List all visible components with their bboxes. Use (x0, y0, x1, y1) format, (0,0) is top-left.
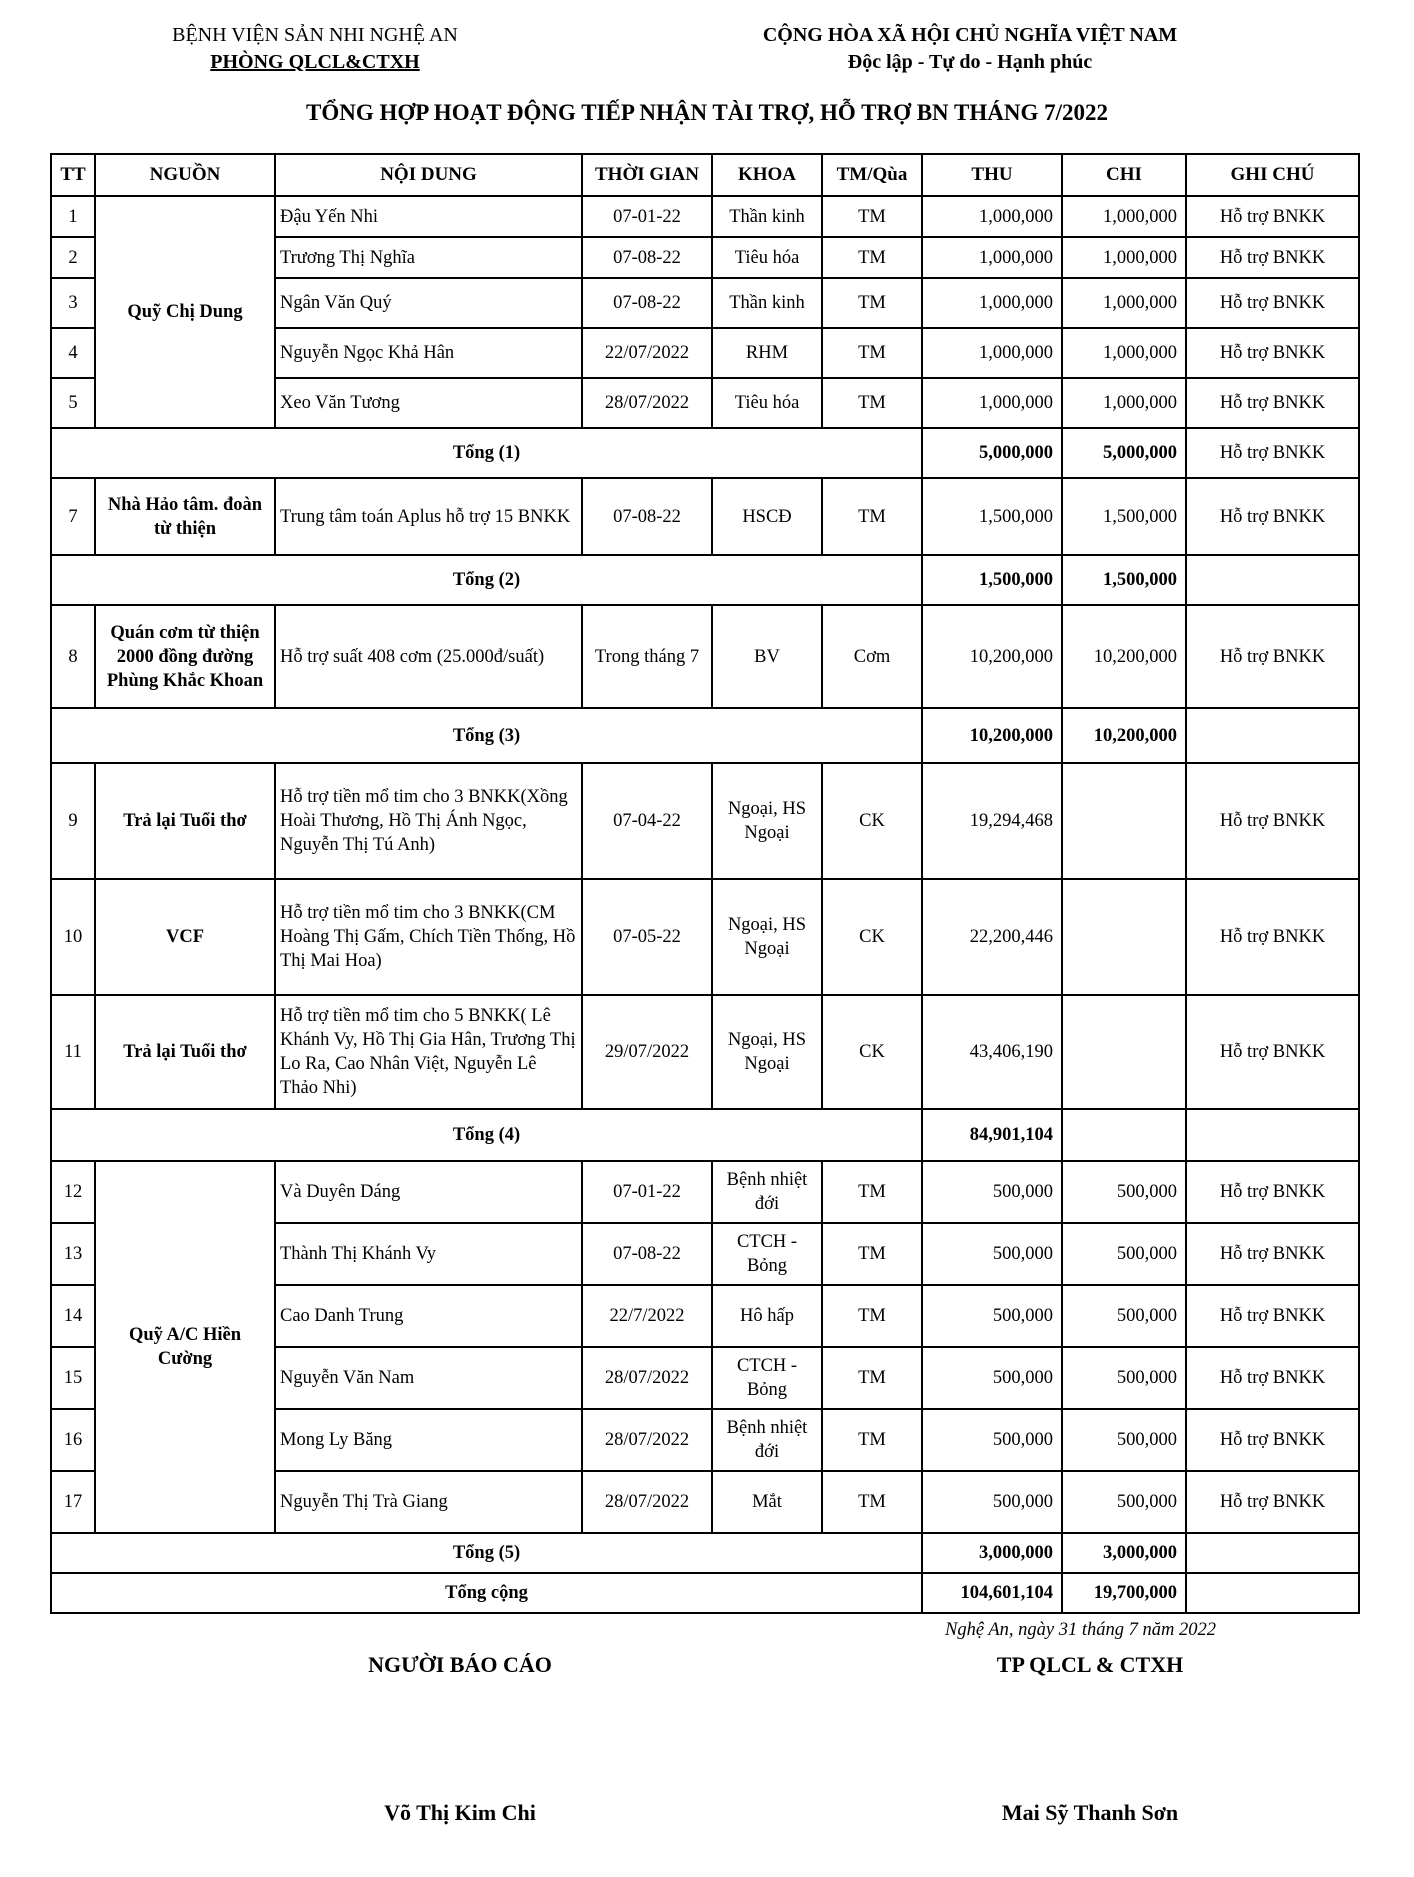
cell-time: 28/07/2022 (582, 1409, 712, 1471)
cell-type: TM (822, 278, 922, 328)
subtotal-label: Tổng (4) (51, 1109, 922, 1161)
cell-thu: 500,000 (922, 1161, 1062, 1223)
cell-time: 22/7/2022 (582, 1285, 712, 1347)
cell-content: Hỗ trợ suất 408 cơm (25.000đ/suất) (275, 605, 582, 708)
cell-tt: 2 (51, 237, 95, 278)
cell-type: CK (822, 763, 922, 879)
col-header-type: TM/Qùa (822, 154, 922, 196)
cell-type: CK (822, 995, 922, 1109)
cell-time: 07-01-22 (582, 196, 712, 237)
cell-content: Và Duyên Dáng (275, 1161, 582, 1223)
cell-dept: Ngoại, HS Ngoại (712, 995, 822, 1109)
reporter-name: Võ Thị Kim Chi (384, 1800, 536, 1825)
cell-dept: CTCH - Bỏng (712, 1223, 822, 1285)
cell-note: Hỗ trợ BNKK (1186, 328, 1359, 378)
cell-content: Trương Thị Nghĩa (275, 237, 582, 278)
cell-thu: 1,000,000 (922, 278, 1062, 328)
header-row (51, 154, 1359, 196)
cell-chi: 500,000 (1062, 1471, 1186, 1533)
cell-content: Trung tâm toán Aplus hỗ trợ 15 BNKK (275, 478, 582, 555)
cell-dept: Hô hấp (712, 1285, 822, 1347)
org-header (150, 22, 480, 76)
cell-note: Hỗ trợ BNKK (1186, 763, 1359, 879)
cell-tt: 5 (51, 378, 95, 428)
cell-type: TM (822, 1285, 922, 1347)
cell-source: Nhà Hảo tâm. đoàn từ thiện (95, 478, 275, 555)
cell-time: 07-04-22 (582, 763, 712, 879)
head-name: Mai Sỹ Thanh Sơn (1001, 1800, 1179, 1825)
department-name: PHÒNG QLCL&CTXH (210, 51, 420, 73)
cell-chi: 500,000 (1062, 1347, 1186, 1409)
cell-tt: 8 (51, 605, 95, 708)
cell-time: 07-05-22 (582, 879, 712, 995)
table-row (51, 478, 1359, 555)
cell-type: TM (822, 1409, 922, 1471)
cell-content: Thành Thị Khánh Vy (275, 1223, 582, 1285)
col-header-source: NGUỒN (95, 154, 275, 196)
subtotal-thu: 10,200,000 (922, 708, 1062, 763)
cell-note: Hỗ trợ BNKK (1186, 1347, 1359, 1409)
subtotal-label: Tổng (5) (51, 1533, 922, 1573)
cell-content: Nguyễn Thị Trà Giang (275, 1471, 582, 1533)
cell-type: TM (822, 1223, 922, 1285)
cell-type: TM (822, 478, 922, 555)
cell-note: Hỗ trợ BNKK (1186, 1471, 1359, 1533)
cell-content: Nguyễn Ngọc Khả Hân (275, 328, 582, 378)
cell-tt: 16 (51, 1409, 95, 1471)
cell-chi: 1,000,000 (1062, 237, 1186, 278)
cell-content: Nguyễn Văn Nam (275, 1347, 582, 1409)
subtotal-note (1186, 555, 1359, 605)
cell-chi: 500,000 (1062, 1285, 1186, 1347)
nation-name: CỘNG HÒA XÃ HỘI CHỦ NGHĨA VIỆT NAM (762, 24, 1178, 46)
cell-dept: Tiêu hóa (712, 378, 822, 428)
cell-thu: 500,000 (922, 1347, 1062, 1409)
cell-time: 28/07/2022 (582, 378, 712, 428)
cell-chi: 1,500,000 (1062, 478, 1186, 555)
cell-note: Hỗ trợ BNKK (1186, 879, 1359, 995)
cell-note: Hỗ trợ BNKK (1186, 478, 1359, 555)
grand-total-thu: 104,601,104 (922, 1573, 1062, 1613)
cell-dept: Thần kinh (712, 196, 822, 237)
document-title: TỔNG HỢP HOẠT ĐỘNG TIẾP NHẬN TÀI TRỢ, HỖ TRỢ BN THÁNG 7/2022 (306, 100, 1108, 125)
cell-tt: 15 (51, 1347, 95, 1409)
cell-type: TM (822, 1347, 922, 1409)
subtotal-note (1186, 1533, 1359, 1573)
table-row (51, 879, 1359, 995)
grand-total-note (1186, 1573, 1359, 1613)
cell-note: Hỗ trợ BNKK (1186, 995, 1359, 1109)
cell-dept: Ngoại, HS Ngoại (712, 879, 822, 995)
cell-chi: 500,000 (1062, 1161, 1186, 1223)
motto: Độc lập - Tự do - Hạnh phúc (847, 51, 1093, 73)
cell-tt: 9 (51, 763, 95, 879)
cell-source: Trả lại Tuổi thơ (95, 763, 275, 879)
cell-thu: 10,200,000 (922, 605, 1062, 708)
col-header-chi: CHI (1062, 154, 1186, 196)
cell-chi: 1,000,000 (1062, 278, 1186, 328)
table-row (51, 605, 1359, 708)
cell-source: Quỹ Chị Dung (95, 196, 275, 428)
subtotal-note (1186, 1109, 1359, 1161)
col-header-tt: TT (51, 154, 95, 196)
cell-content: Cao Danh Trung (275, 1285, 582, 1347)
hospital-name: BỆNH VIỆN SẢN NHI NGHỆ AN (172, 24, 458, 46)
cell-note: Hỗ trợ BNKK (1186, 196, 1359, 237)
table-row (51, 995, 1359, 1109)
sponsorship-table (50, 153, 1360, 1614)
cell-tt: 3 (51, 278, 95, 328)
cell-time: Trong tháng 7 (582, 605, 712, 708)
col-header-dept: KHOA (712, 154, 822, 196)
cell-type: TM (822, 237, 922, 278)
cell-type: TM (822, 1161, 922, 1223)
cell-thu: 500,000 (922, 1471, 1062, 1533)
cell-source: Quán cơm từ thiện 2000 đồng đường Phùng Khắc Khoan (95, 605, 275, 708)
cell-source: Trả lại Tuổi thơ (95, 995, 275, 1109)
cell-dept: Tiêu hóa (712, 237, 822, 278)
cell-content: Hỗ trợ tiền mổ tim cho 3 BNKK(Xồng Hoài Thương, Hồ Thị Ánh Ngọc, Nguyễn Thị Tú Anh) (275, 763, 582, 879)
cell-type: Cơm (822, 605, 922, 708)
cell-thu: 1,000,000 (922, 378, 1062, 428)
subtotal-note (1186, 708, 1359, 763)
cell-source: VCF (95, 879, 275, 995)
cell-note: Hỗ trợ BNKK (1186, 1161, 1359, 1223)
table-row (51, 196, 1359, 237)
cell-thu: 43,406,190 (922, 995, 1062, 1109)
subtotal-row (51, 428, 1359, 478)
cell-dept: Mắt (712, 1471, 822, 1533)
cell-chi (1062, 879, 1186, 995)
cell-note: Hỗ trợ BNKK (1186, 605, 1359, 708)
cell-time: 28/07/2022 (582, 1347, 712, 1409)
subtotal-thu: 84,901,104 (922, 1109, 1062, 1161)
cell-thu: 500,000 (922, 1223, 1062, 1285)
cell-note: Hỗ trợ BNKK (1186, 378, 1359, 428)
subtotal-row (51, 555, 1359, 605)
cell-tt: 4 (51, 328, 95, 378)
cell-time: 07-08-22 (582, 478, 712, 555)
cell-dept: Bệnh nhiệt đới (712, 1409, 822, 1471)
cell-tt: 17 (51, 1471, 95, 1533)
cell-content: Ngân Văn Quý (275, 278, 582, 328)
col-header-time: THỜI GIAN (582, 154, 712, 196)
cell-chi: 500,000 (1062, 1223, 1186, 1285)
cell-time: 07-08-22 (582, 278, 712, 328)
cell-note: Hỗ trợ BNKK (1186, 237, 1359, 278)
subtotal-chi (1062, 1109, 1186, 1161)
cell-thu: 19,294,468 (922, 763, 1062, 879)
cell-time: 07-01-22 (582, 1161, 712, 1223)
subtotal-row (51, 1109, 1359, 1161)
cell-note: Hỗ trợ BNKK (1186, 1223, 1359, 1285)
cell-content: Đậu Yến Nhi (275, 196, 582, 237)
subtotal-thu: 1,500,000 (922, 555, 1062, 605)
cell-chi: 1,000,000 (1062, 378, 1186, 428)
cell-chi (1062, 763, 1186, 879)
cell-content: Hỗ trợ tiền mổ tim cho 3 BNKK(CM Hoàng Thị Gấm, Chích Tiền Thống, Hồ Thị Mai Hoa) (275, 879, 582, 995)
cell-dept: HSCĐ (712, 478, 822, 555)
cell-thu: 500,000 (922, 1285, 1062, 1347)
reporter-title: NGƯỜI BÁO CÁO (368, 1652, 552, 1677)
grand-total-chi: 19,700,000 (1062, 1573, 1186, 1613)
cell-dept: Thần kinh (712, 278, 822, 328)
grand-total-row (51, 1573, 1359, 1613)
cell-type: CK (822, 879, 922, 995)
cell-chi: 10,200,000 (1062, 605, 1186, 708)
cell-type: TM (822, 328, 922, 378)
cell-type: TM (822, 1471, 922, 1533)
cell-time: 28/07/2022 (582, 1471, 712, 1533)
cell-chi: 1,000,000 (1062, 196, 1186, 237)
cell-thu: 1,000,000 (922, 237, 1062, 278)
cell-time: 07-08-22 (582, 1223, 712, 1285)
cell-thu: 22,200,446 (922, 879, 1062, 995)
cell-dept: CTCH - Bỏng (712, 1347, 822, 1409)
cell-dept: RHM (712, 328, 822, 378)
col-header-note: GHI CHÚ (1186, 154, 1359, 196)
table-row (51, 763, 1359, 879)
cell-note: Hỗ trợ BNKK (1186, 1285, 1359, 1347)
cell-thu: 500,000 (922, 1409, 1062, 1471)
table-row (51, 1161, 1359, 1223)
col-header-thu: THU (922, 154, 1062, 196)
cell-content: Hỗ trợ tiền mổ tim cho 5 BNKK( Lê Khánh Vy, Hồ Thị Gia Hân, Trương Thị Lo Ra, Cao Nhân Việt, Nguyễn Lê Thảo Nhi) (275, 995, 582, 1109)
grand-total-label: Tổng cộng (51, 1573, 922, 1613)
cell-tt: 13 (51, 1223, 95, 1285)
cell-source: Quỹ A/C Hiền Cường (95, 1161, 275, 1533)
subtotal-label: Tổng (3) (51, 708, 922, 763)
cell-dept: Bệnh nhiệt đới (712, 1161, 822, 1223)
cell-thu: 1,500,000 (922, 478, 1062, 555)
cell-content: Xeo Văn Tương (275, 378, 582, 428)
subtotal-thu: 5,000,000 (922, 428, 1062, 478)
subtotal-chi: 1,500,000 (1062, 555, 1186, 605)
subtotal-label: Tổng (2) (51, 555, 922, 605)
cell-chi: 500,000 (1062, 1409, 1186, 1471)
subtotal-label: Tổng (1) (51, 428, 922, 478)
cell-tt: 1 (51, 196, 95, 237)
cell-thu: 1,000,000 (922, 328, 1062, 378)
cell-dept: Ngoại, HS Ngoại (712, 763, 822, 879)
cell-thu: 1,000,000 (922, 196, 1062, 237)
subtotal-note: Hỗ trợ BNKK (1186, 428, 1359, 478)
nation-header (745, 22, 1195, 76)
cell-type: TM (822, 196, 922, 237)
cell-content: Mong Ly Băng (275, 1409, 582, 1471)
cell-tt: 7 (51, 478, 95, 555)
subtotal-row (51, 708, 1359, 763)
cell-note: Hỗ trợ BNKK (1186, 1409, 1359, 1471)
cell-type: TM (822, 378, 922, 428)
subtotal-row (51, 1533, 1359, 1573)
cell-time: 22/07/2022 (582, 328, 712, 378)
cell-dept: BV (712, 605, 822, 708)
cell-chi: 1,000,000 (1062, 328, 1186, 378)
cell-tt: 10 (51, 879, 95, 995)
cell-note: Hỗ trợ BNKK (1186, 278, 1359, 328)
subtotal-chi: 3,000,000 (1062, 1533, 1186, 1573)
cell-tt: 12 (51, 1161, 95, 1223)
col-header-content: NỘI DUNG (275, 154, 582, 196)
cell-chi (1062, 995, 1186, 1109)
cell-time: 07-08-22 (582, 237, 712, 278)
cell-tt: 11 (51, 995, 95, 1109)
head-title: TP QLCL & CTXH (996, 1652, 1184, 1677)
subtotal-chi: 5,000,000 (1062, 428, 1186, 478)
cell-time: 29/07/2022 (582, 995, 712, 1109)
cell-tt: 14 (51, 1285, 95, 1347)
subtotal-chi: 10,200,000 (1062, 708, 1186, 763)
report-date: Nghệ An, ngày 31 tháng 7 năm 2022 (945, 1620, 1216, 1640)
subtotal-thu: 3,000,000 (922, 1533, 1062, 1573)
